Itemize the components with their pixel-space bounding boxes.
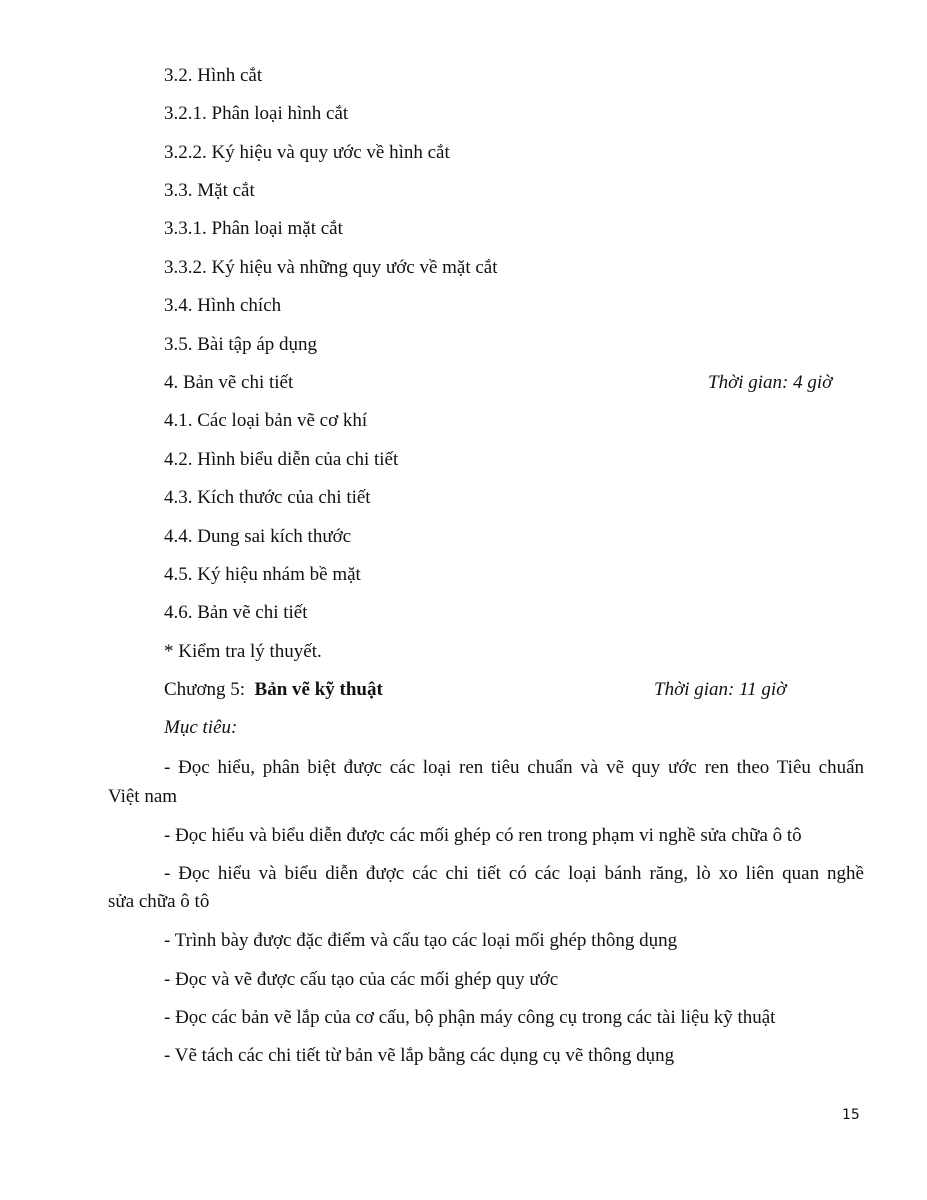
section-4-item-6: 4.6. Bản vẽ chi tiết (164, 602, 308, 623)
theory-check: * Kiểm tra lý thuyết. (164, 641, 322, 662)
section-4-item-1: 4.1. Các loại bản vẽ cơ khí (164, 410, 368, 431)
heading-3-4: 3.4. Hình chích (164, 295, 282, 316)
section-4-item-3: 4.3. Kích thước của chi tiết (164, 487, 371, 508)
heading-3-3-1: 3.3.1. Phân loại mặt cắt (164, 218, 343, 239)
section-4-item-4: 4.4. Dung sai kích thước (164, 526, 352, 547)
objective-2: - Đọc hiểu và biểu diễn được các mối ghép có ren trong phạm vi nghề sửa chữa ô tô (164, 825, 802, 846)
heading-3-2-1: 3.2.1. Phân loại hình cắt (164, 103, 349, 124)
objective-7: - Vẽ tách các chi tiết từ bản vẽ lắp bằng các dụng cụ vẽ thông dụng (164, 1045, 675, 1066)
objective-1-line-2: Việt nam (108, 786, 178, 807)
objective-3-line-2: sửa chữa ô tô (108, 891, 210, 912)
objective-6: - Đọc các bản vẽ lắp của cơ cấu, bộ phận máy công cụ trong các tài liệu kỹ thuật (164, 1007, 776, 1028)
chapter-5-title: Bản vẽ kỹ thuật (254, 679, 383, 700)
chapter-5-prefix: Chương 5: (164, 679, 246, 700)
section-4-time: Thời gian: 4 giờ (708, 372, 833, 393)
chapter-5-heading (164, 678, 383, 702)
objective-1-line-1: - Đọc hiểu, phân biệt được các loại ren tiêu chuẩn và vẽ quy ước ren theo Tiêu chuẩn (164, 757, 864, 778)
section-4-item-5: 4.5. Ký hiệu nhám bề mặt (164, 564, 361, 585)
objective-5: - Đọc và vẽ được cấu tạo của các mối ghép quy ước (164, 969, 559, 990)
chapter-5-time: Thời gian: 11 giờ (654, 679, 787, 700)
section-4-title: 4. Bản vẽ chi tiết (164, 372, 294, 393)
heading-3-2-2: 3.2.2. Ký hiệu và quy ước về hình cắt (164, 142, 450, 163)
objective-3-line-1: - Đọc hiểu và biểu diễn được các chi tiết có các loại bánh răng, lò xo liên quan nghề (164, 863, 864, 884)
heading-3-3-2: 3.3.2. Ký hiệu và những quy ước về mặt cắt (164, 257, 498, 278)
heading-3-3: 3.3. Mặt cắt (164, 180, 255, 201)
heading-3-2: 3.2. Hình cắt (164, 65, 263, 86)
objective-4: - Trình bày được đặc điểm và cấu tạo các loại mối ghép thông dụng (164, 930, 678, 951)
page-number: 15 (842, 1107, 860, 1123)
section-4-item-2: 4.2. Hình biểu diễn của chi tiết (164, 449, 399, 470)
objectives-label: Mục tiêu: (164, 717, 238, 738)
heading-3-5: 3.5. Bài tập áp dụng (164, 334, 318, 355)
